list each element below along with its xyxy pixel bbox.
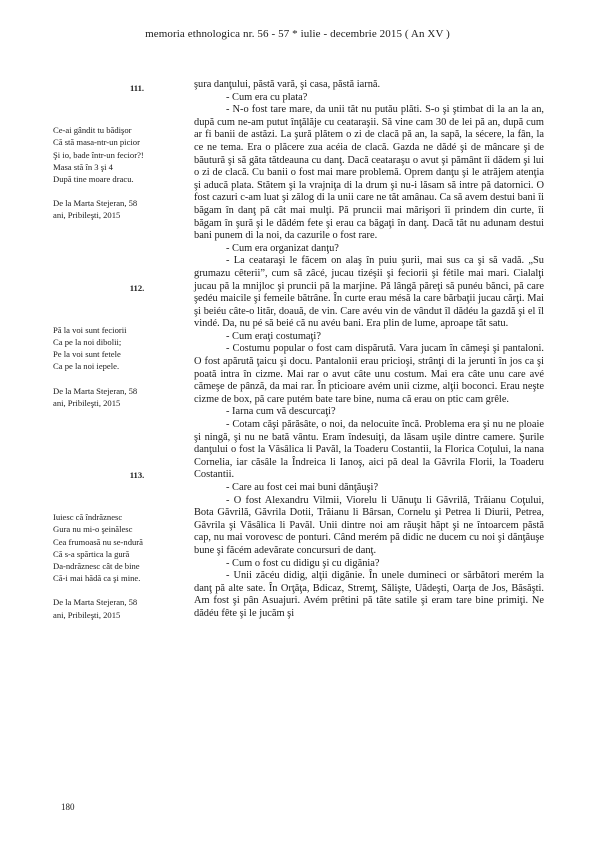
poem-line: Masa stă în 3 şi 4 bbox=[53, 161, 113, 172]
interview-answer: - La ceataraşi le făcem on alaş în puiu şurii, mai sus ca şi să vadă. „Su grumazu cêterii”, cum să zâcé, jucau tizéşii şi feciorii şi fétile mai mari. Cialalţi jucau pă la mnijloc şi pruncii pă la marjine. Pă lângă păreţi să punéu bănci, pă care şedéu maicile şi femeile bătrâne. În curte erau mésă la care bărbaţii jucau cărţi. Mai şi beiéu câte-o lităr, doauă, de vin. Care avéu vin de vândut îl dădéu la gazdă şi el îl vindé. Da, nu pé să beié că nu avéu bani. Era plin de lume, aproape tăt satu. bbox=[194, 255, 544, 330]
poem-source-line: De la Marta Stejeran, 58 bbox=[53, 597, 138, 608]
poem-line: Ca pe la noi iepele. bbox=[53, 361, 120, 372]
interview-question: - Iarna cum vă descurcaţi? bbox=[226, 406, 336, 418]
poem-line: Că s-a spărtica la gură bbox=[53, 548, 130, 559]
interview-answer: - Unii zăcéu didig, alţii digănie. În unele dumineci or sărbători merém la danţ pă alte sate. În Orţăţa, Bdicaz, Stremţ, Sălişte, Uădeşti, Oarţa de Jos, Băsăşti. Am fost şi pân Asuajuri. Avém prêtini pă tăte satile şi eram tare bine primiţi. Ne dădéu fête şi le jucăm şi bbox=[194, 570, 544, 619]
poem-number: 113. bbox=[129, 470, 145, 481]
running-header: memoria ethnologica nr. 56 - 57 * iulie - decembrie 2015 ( An XV ) bbox=[145, 28, 450, 40]
page-number: 180 bbox=[61, 802, 75, 812]
poems-column bbox=[53, 82, 183, 621]
poem-112 bbox=[53, 282, 183, 409]
poem-number: 111. bbox=[129, 83, 145, 93]
poem-number: 112. bbox=[129, 282, 145, 293]
interview-question: - Cum o fost cu didigu şi cu digănia? bbox=[226, 557, 380, 569]
interview-answer: - Cotam căşi părăsâte, o noi, da nelocuite încă. Problema era şi nu ne ploaie şi ningă, şi nu ne bată vântu. Eram îndesuiţi, da lăsam uşile dintre camere. Şurile danţului o fost la Văsâlica li Pavăl, la Toaderu Costantii, la Florica Coţului, la nana Cornelia, iar căsâle la Îndreica li Ianoş, aici pă deal la Găvrila Florii, la Toaderu Costantii. bbox=[194, 419, 544, 481]
interview-paragraph: şura danţului, păstă vară, şi casa, păstă iarnă. bbox=[194, 79, 381, 90]
poem-line: După tine moare dracu. bbox=[53, 174, 134, 185]
poem-line: Da-ndrăznesc cât de bine bbox=[53, 561, 140, 572]
poem-line: Ce-ai gândit tu bădişor bbox=[53, 125, 132, 136]
poem-source-line: ani, Pribileşti, 2015 bbox=[53, 397, 121, 408]
poem-113 bbox=[53, 469, 183, 621]
poem-line: Ca pe la noi dibolii; bbox=[53, 337, 122, 348]
poem-line: Gura nu mi-o şeinălesc bbox=[53, 524, 133, 535]
poem-source bbox=[53, 596, 183, 620]
poem-source-line: De la Marta Stejeran, 58 bbox=[53, 385, 138, 396]
interview-question: - Cum eraţi costumaţi? bbox=[226, 330, 321, 342]
interview-question: - Cum era organizat danţu? bbox=[226, 242, 339, 254]
poem-source-line: De la Marta Stejeran, 58 bbox=[53, 198, 138, 209]
poem-line: Cea frumoasă nu se-ndură bbox=[53, 536, 143, 547]
poem-line: Că stă masa-ntr-un picior bbox=[53, 137, 140, 148]
interview-answer: - Costumu popular o fost cam dispărută. Vara jucam în cămeşi şi pantaloni. O fost apărută ţaicu şi docu. Pantalonii erau pricioşi, strânţi di la jerunti în jos ca şi poată intra în cizme. Mai rar o avut câte unu costum. Mai era câte unu care avé cămeşe de pânză, da mai rar. În pticioare avém unii cizme, alţii boconci. Erau neşte cizme de box, pă care putém bate tare bine, numa că erau on ptic cam grêle. bbox=[194, 343, 544, 405]
interview-answer: - O fost Alexandru Vilmii, Viorelu li Uănuţu li Găvrilă, Trăianu Coţului, Bota Găvrilă, Găvrila Dotii, Trăianu li Bârsan, Cornelu şi Petrea li Diurii, Petrea, Găvrila şi Văsâlica li Pavăl. Unii dintre noi am răuşit hăpt şi ne întoarcem păstă cap, nu mai vorovesc de ponturi. Când merém pă didic ne ducem cu noi şi dănţăuşe bune şi făcém adevărate concursuri de danţ. bbox=[194, 494, 544, 556]
poem-line: Că-i mai hădă ca şi mine. bbox=[53, 573, 141, 584]
interview-question: - Cum era cu plata? bbox=[226, 91, 308, 103]
poem-line: Pe la voi sunt fetele bbox=[53, 349, 121, 360]
interview-question: - Care au fost cei mai buni dănţăuşi? bbox=[226, 482, 379, 493]
poem-source bbox=[53, 385, 183, 409]
poem-source-line: ani, Pribileşti, 2015 bbox=[53, 210, 121, 221]
poem-source bbox=[53, 197, 183, 221]
poem-source-line: ani, Pribileşti, 2015 bbox=[53, 609, 121, 620]
poem-111 bbox=[53, 82, 183, 222]
poem-line: Iuiesc că îndrăznesc bbox=[53, 512, 123, 523]
interview-column bbox=[194, 79, 544, 621]
poem-line: Şi io, bade într-un fecior?! bbox=[53, 149, 144, 160]
poem-line: Pă la voi sunt feciorii bbox=[53, 324, 127, 335]
interview-answer: - N-o fost tare mare, da unii tăt nu putău plăti. S-o şi ştimbat di la an la an, după cum ne-am putut înţălăje cu ceataraşii. Să vine cam 30 de lei pă an, după cum ar fi banii de astăzi. La şură plătem o zi de clacă pă an, la sapă, la sécere, la fân, la ce ne tema. Era o plăcere zua acéia de clacă. Gazda ne dădé şi de mâncare şi de băutură şi să găta tătdeauna cu danţ. Dacă ceataraşu o avut şi pământ îi dădem şi lui o zi de clacă. Cu banii o fost mai mare problemă. Oprem danţu şi le atrăjem atenţia şi aducă plata. Stătem şi la vrajniţa di la drum şi nu-i lăsam să intre pă datornici. O fost cazuri c-am luat şi zălog di la unii care ne tăt amânau. Ca să avem destui bani îi băgam în danţ pă cât mai mulţi. Pă pruncii mai mărişori îi prindem din curte, îi băgam în şură şi le dădém fete şi erau ca băgaţi în danţ. Dacă tăt nu adunam destui bani punem di la noi, da cazurile o fost rare. bbox=[194, 104, 544, 242]
